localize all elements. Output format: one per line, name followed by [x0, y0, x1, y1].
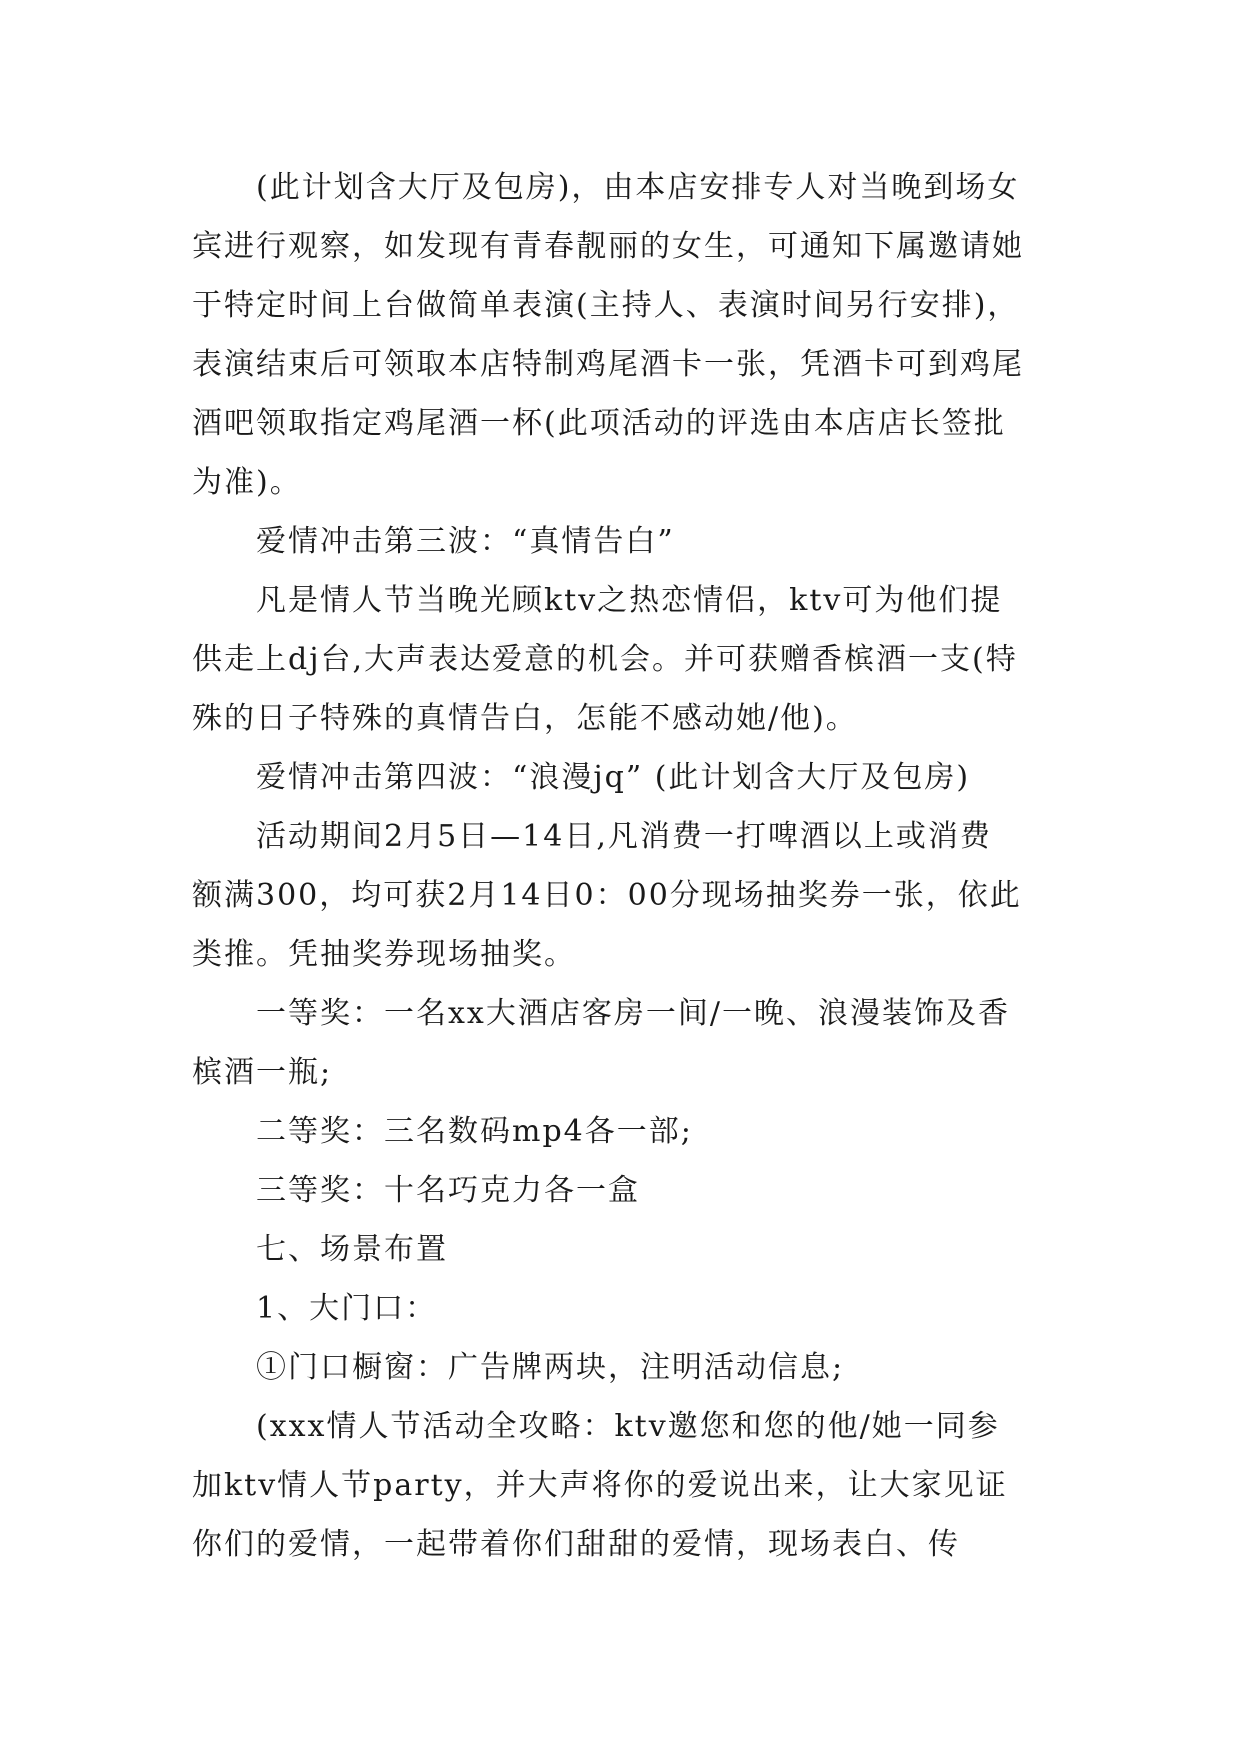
text-line: 活动期间2月5日—14日,凡消费一打啤酒以上或消费	[256, 819, 992, 854]
text-line: 表演结束后可领取本店特制鸡尾酒卡一张，凭酒卡可到鸡尾	[192, 347, 1024, 382]
text-line: 类推。凭抽奖券现场抽奖。	[192, 937, 576, 972]
text-line: 殊的日子特殊的真情告白，怎能不感动她/他)。	[192, 701, 858, 736]
text-line: 爱情冲击第三波：“真情告白”	[256, 524, 675, 559]
text-line: 宾进行观察，如发现有青春靓丽的女生，可通知下属邀请她	[192, 229, 1024, 264]
text-line: 额满300，均可获2月14日0：00分现场抽奖券一张，依此	[192, 878, 1022, 913]
text-line: 加ktv情人节party，并大声将你的爱说出来，让大家见证	[192, 1468, 1008, 1503]
text-line: 酒吧领取指定鸡尾酒一杯(此项活动的评选由本店店长签批	[192, 406, 1006, 441]
document-body	[192, 158, 1052, 1574]
text-line: 一等奖：一名xx大酒店客房一间/一晚、浪漫装饰及香	[256, 996, 1010, 1031]
text-line: 七、场景布置	[256, 1232, 448, 1267]
text-line: 槟酒一瓶;	[192, 1055, 333, 1090]
text-line: ①门口橱窗：广告牌两块，注明活动信息;	[256, 1350, 845, 1385]
text-line: 为准)。	[192, 465, 302, 500]
text-line: (xxx情人节活动全攻略：ktv邀您和您的他/她一同参	[256, 1409, 1000, 1444]
text-line: (此计划含大厅及包房)，由本店安排专人对当晚到场女	[256, 170, 1020, 205]
text-line: 二等奖：三名数码mp4各一部;	[256, 1114, 693, 1149]
text-line: 凡是情人节当晚光顾ktv之热恋情侣，ktv可为他们提	[256, 583, 1003, 618]
text-line: 于特定时间上台做简单表演(主持人、表演时间另行安排)，	[192, 288, 1020, 323]
text-line: 三等奖：十名巧克力各一盒	[256, 1173, 640, 1208]
text-line: 你们的爱情，一起带着你们甜甜的爱情，现场表白、传	[192, 1527, 960, 1562]
text-line: 1、大门口：	[256, 1291, 438, 1326]
text-line: 爱情冲击第四波：“浪漫jq” (此计划含大厅及包房)	[256, 760, 971, 795]
text-line: 供走上dj台,大声表达爱意的机会。并可获赠香槟酒一支(特	[192, 642, 1018, 677]
